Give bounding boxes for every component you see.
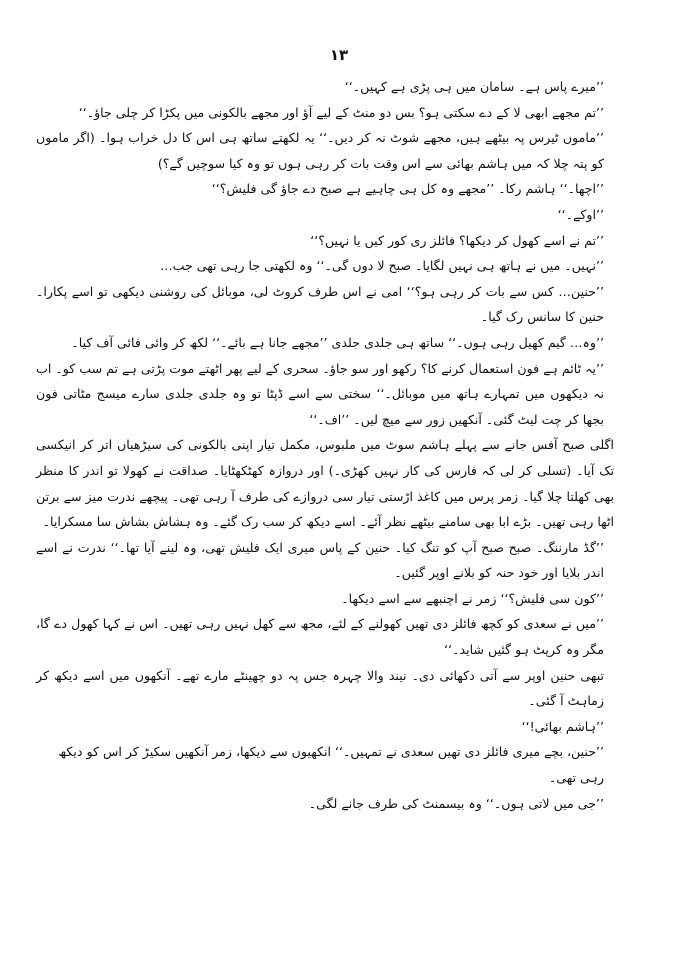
paragraph-4: ’’اچھا۔‘‘ ہاشم رکا۔ ’’مجھے وہ کل ہی چاہیے ہے صبح دے جاؤ گی فلیش؟‘‘ xyxy=(211,181,604,197)
paragraph-17: ’’حنین، بچے میری فائلز دی تھیں سعدی نے تمہیں۔‘‘ انکھیوں سے دیکھا، زمر آنکھیں سکیڑ کر اس کو دیکھ رہی تھی۔ xyxy=(58,744,604,786)
paragraph-5: ’’اوکے۔‘‘ xyxy=(557,206,604,222)
paragraph-13: ’’کون سی فلیش؟‘‘ زمر نے اچنبھے سے اسے دیکھا۔ xyxy=(341,590,604,606)
paragraph-8: ’’حنین… کس سے بات کر رہی ہو؟‘‘ امی نے اس طرف کروٹ لی، موبائل کی روشنی دیکھی تو اسے پکارا۔ حنین کا سانس رک گیا۔ xyxy=(36,283,604,325)
paragraph-6: ’’تم نے اسے کھول کر دیکھا؟ فائلز ری کور کیں یا نہیں؟‘‘ xyxy=(310,232,604,248)
paragraph-3: ’’ماموں ٹیرس پہ بیٹھے ہیں، مجھے شوٹ نہ کر دیں۔‘‘ یہ لکھتے ساتھ ہی اس کا دل خراب ہوا۔ (اگر ماموں کو پتہ چلا کہ میں ہاشم بھائی سے اس وقت بات کر رہی ہوں تو وہ کیا سوچیں گے؟) xyxy=(36,130,604,171)
paragraph-10: ’’یہ ٹائم ہے فون استعمال کرنے کا؟ رکھو اور سو جاؤ۔ سحری کے لیے پھر اٹھتے موت پڑتی ہے تم سب کو۔ اب نہ دیکھوں میں تمہارے ہاتھ میں موبائل۔‘‘ سختی سے اسے ڈپٹا تو وہ جلدی جلدی سارے میسج مٹاتی فون بجھا کر چت لیٹ گئی۔ آنکھیں زور سے میچ لیں۔ ’’اف۔‘‘ xyxy=(36,360,604,427)
paragraph-16: ’’ہاشم بھائی!‘‘ xyxy=(521,718,604,734)
paragraph-7: ’’نہیں۔ میں نے ہاتھ ہی نہیں لگایا۔ صبح لا دوں گی۔‘‘ وہ لکھتی جا رہی تھی جب… xyxy=(159,258,604,274)
paragraph-1: ’’میرے پاس ہے۔ سامان میں ہی پڑی ہے کہیں۔‘‘ xyxy=(344,79,604,94)
paragraph-18: ’’جی میں لاتی ہوں۔‘‘ وہ بیسمنٹ کی طرف جانے لگی۔ xyxy=(308,795,604,811)
paragraph-12: ’’گڈ مارننگ۔ صبح صبح آپ کو تنگ کیا۔ حنین کے پاس میری ایک فلیش تھی، وہ لینے آیا تھا۔‘‘ ندرت نے اسے اندر بلایا اور خود حنہ کو بلانے اوپر گئیں۔ xyxy=(36,539,604,581)
page-body xyxy=(36,74,648,816)
paragraph-15: تبھی حنین اوپر سے آتی دکھائی دی۔ نیند والا چہرہ جس پہ دو چھینٹے مارے تھے۔ آنکھوں میں اسے دیکھ کر زماہٹ آ گئی۔ xyxy=(36,667,604,709)
page-number: ۱۳ xyxy=(329,46,349,64)
paragraph-9: ’’وہ… گیم کھیل رہی ہوں۔‘‘ ساتھ ہی جلدی جلدی ’’مجھے جانا ہے بائے۔‘‘ لکھ کر وائی فائی آف کیا۔ xyxy=(71,334,604,350)
paragraph-2: ’’تم مجھے ابھی لا کے دے سکتی ہو؟ بس دو منٹ کے لیے آؤ اور مجھے بالکونی میں پکڑا کر چلی جاؤ۔‘‘ xyxy=(78,104,604,120)
paragraph-14: ’’میں نے سعدی کو کچھ فائلز دی تھیں کھولنے کے لئے، مجھ سے کھل نہیں رہی تھیں۔ اس نے کہا کھول دے گا، مگر وہ کرپٹ ہو گئیں شاید۔‘‘ xyxy=(36,616,604,658)
paragraph-11: اگلی صبح آفس جانے سے پہلے ہاشم سوٹ میں ملبوس، مکمل تیار اپنی بالکونی کی سیڑھیاں اتر کر انیکسی تک آیا۔ (تسلی کر لی کہ فارس کی کار نہیں کھڑی۔) اور دروازہ کھٹکھٹایا۔ صداقت نے کھولا تو اندر کا منظر بھی کھلتا چلا گیا۔ زمر پرس میں کاغذ اڑستی تیار سی دروازے کی طرف آ رہی تھی۔ پیچھے ندرت میز سے برتن اٹھا رہی تھیں۔ بڑے ابا بھی سامنے بیٹھے نظر آئے۔ اسے دیکھ کر سب رک گئے۔ وہ ہشاش بشاش سا مسکرایا۔ xyxy=(36,437,614,530)
